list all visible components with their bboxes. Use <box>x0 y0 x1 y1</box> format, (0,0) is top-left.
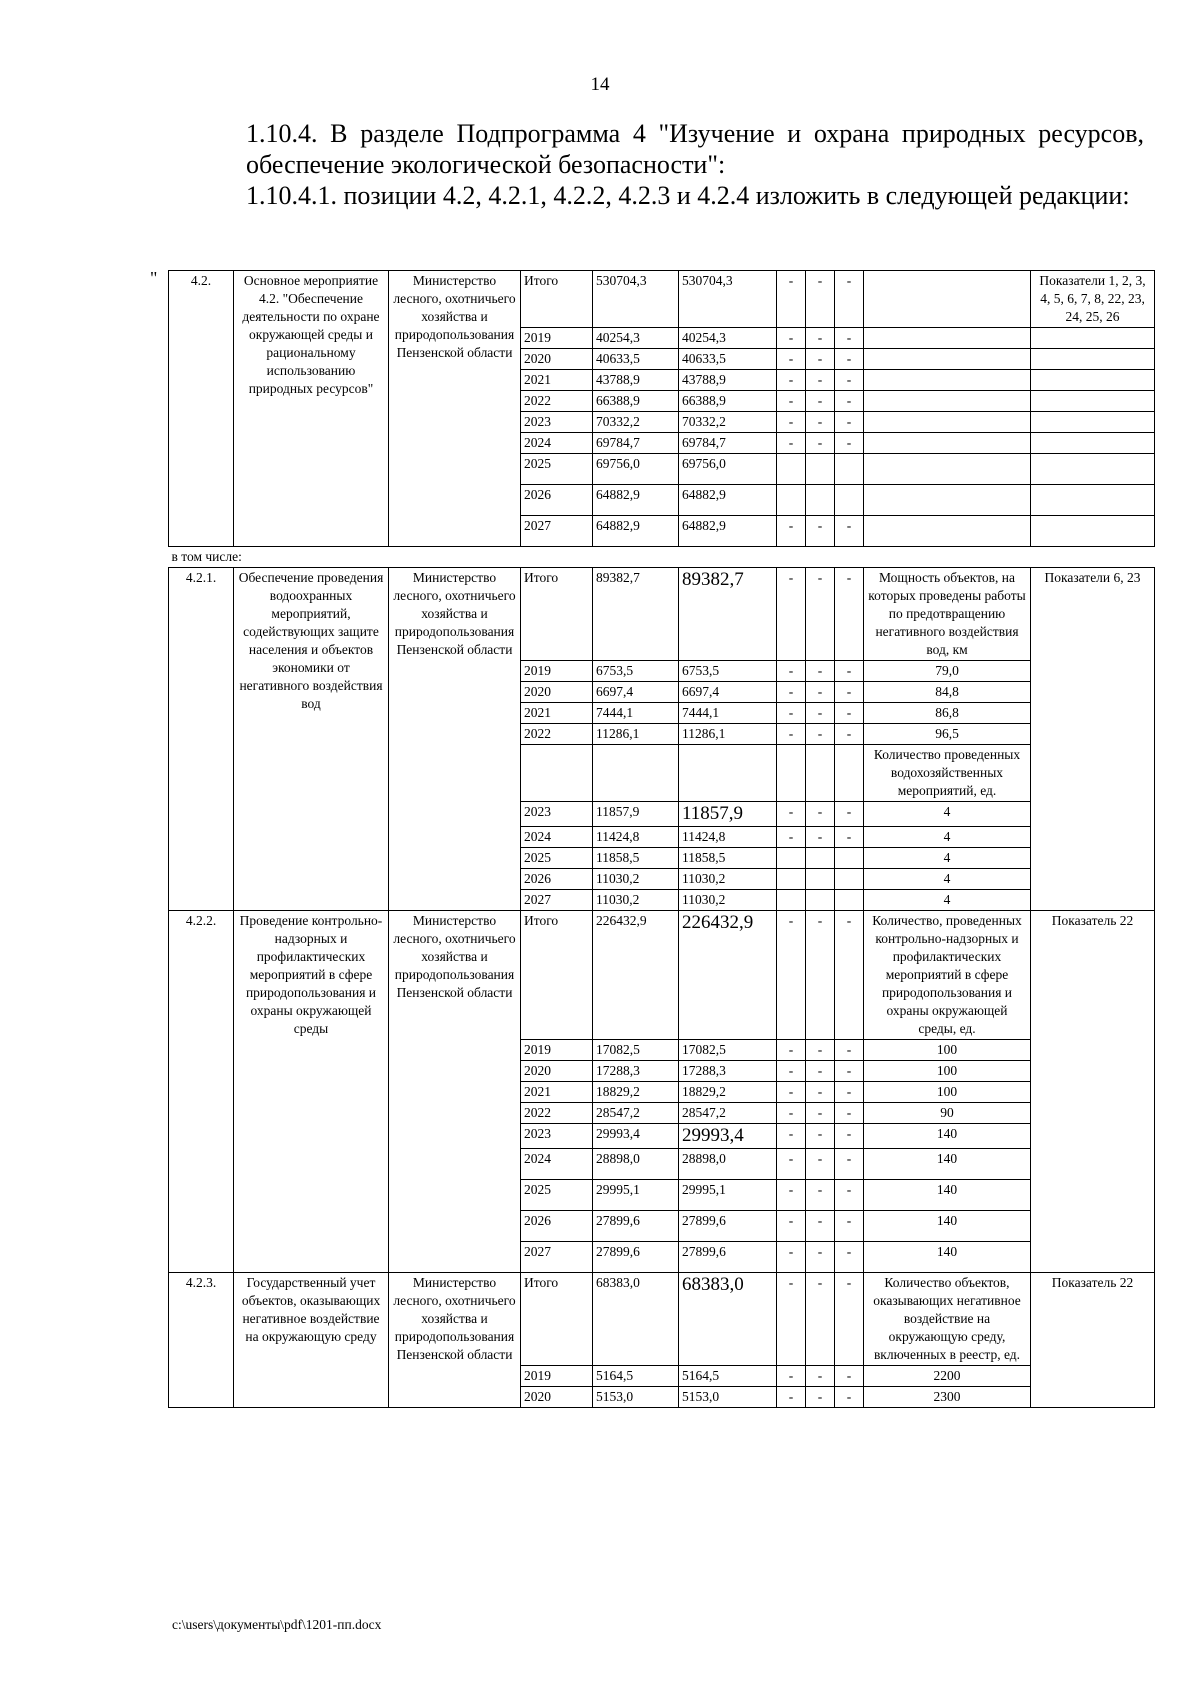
indicator-ref-cell: Показатель 22 <box>1031 911 1155 1273</box>
other-source-cell <box>777 745 806 802</box>
regional-budget-cell: 6753,5 <box>679 661 777 682</box>
total-funding-cell: 6753,5 <box>593 661 679 682</box>
other-source-cell: - <box>806 433 835 454</box>
other-source-cell <box>835 869 864 890</box>
total-funding-cell: 40633,5 <box>593 349 679 370</box>
year-cell: 2021 <box>521 703 593 724</box>
year-cell: 2024 <box>521 827 593 848</box>
other-source-cell: - <box>777 1061 806 1082</box>
regional-budget-cell: 11424,8 <box>679 827 777 848</box>
year-cell: Итого <box>521 568 593 661</box>
item-name: Государственный учет объектов, оказывающих негативное воздействие на окружающую среду <box>234 1273 389 1408</box>
other-source-cell: - <box>835 271 864 328</box>
table-row <box>169 271 1155 328</box>
year-cell: 2020 <box>521 1061 593 1082</box>
page-number: 14 <box>590 74 610 95</box>
other-source-cell <box>835 890 864 911</box>
target-indicator-cell: 140 <box>864 1149 1031 1180</box>
other-source-cell: - <box>777 1387 806 1408</box>
target-indicator-cell: 4 <box>864 869 1031 890</box>
item-number: 4.2. <box>169 271 234 547</box>
regional-budget-cell: 226432,9 <box>679 911 777 1040</box>
year-cell: Итого <box>521 911 593 1040</box>
year-cell: 2020 <box>521 1387 593 1408</box>
target-indicator-cell: 4 <box>864 802 1031 827</box>
other-source-cell: - <box>777 703 806 724</box>
other-source-cell: - <box>806 1242 835 1273</box>
other-source-cell: - <box>806 911 835 1040</box>
other-source-cell: - <box>777 349 806 370</box>
other-source-cell: - <box>806 1180 835 1211</box>
regional-budget-cell: 28547,2 <box>679 1103 777 1124</box>
indicator-ref-cell <box>1031 412 1155 433</box>
other-source-cell: - <box>777 682 806 703</box>
other-source-cell: - <box>806 1366 835 1387</box>
year-cell: 2022 <box>521 391 593 412</box>
year-cell: 2025 <box>521 1180 593 1211</box>
opening-quote-mark: " <box>150 268 158 288</box>
total-funding-cell: 27899,6 <box>593 1242 679 1273</box>
executor: Министерство лесного, охотничьего хозяйства и природопользования Пензенской области <box>389 1273 521 1408</box>
regional-budget-cell: 69784,7 <box>679 433 777 454</box>
indicator-ref-cell <box>1031 454 1155 485</box>
target-indicator-cell: Количество проведенных водохозяйственных мероприятий, ед. <box>864 745 1031 802</box>
year-cell: 2020 <box>521 682 593 703</box>
regional-budget-cell: 11286,1 <box>679 724 777 745</box>
target-indicator-cell <box>864 271 1031 328</box>
other-source-cell: - <box>835 1211 864 1242</box>
other-source-cell: - <box>835 802 864 827</box>
other-source-cell <box>777 454 806 485</box>
total-funding-cell: 530704,3 <box>593 271 679 328</box>
other-source-cell: - <box>777 827 806 848</box>
total-funding-cell: 11858,5 <box>593 848 679 869</box>
target-indicator-cell: 140 <box>864 1124 1031 1149</box>
year-cell: 2019 <box>521 661 593 682</box>
other-source-cell: - <box>777 1082 806 1103</box>
target-indicator-cell: 2300 <box>864 1387 1031 1408</box>
other-source-cell: - <box>806 724 835 745</box>
year-cell: 2024 <box>521 433 593 454</box>
total-funding-cell: 17082,5 <box>593 1040 679 1061</box>
other-source-cell: - <box>835 349 864 370</box>
subheading: в том числе: <box>169 547 1155 568</box>
total-funding-cell: 66388,9 <box>593 391 679 412</box>
file-path-footer: c:\users\документы\pdf\1201-пп.docx <box>172 1617 382 1632</box>
other-source-cell <box>835 454 864 485</box>
total-funding-cell: 11030,2 <box>593 890 679 911</box>
other-source-cell: - <box>777 724 806 745</box>
other-source-cell: - <box>806 412 835 433</box>
other-source-cell: - <box>777 802 806 827</box>
indicator-ref-cell: Показатели 6, 23 <box>1031 568 1155 911</box>
total-funding-cell: 70332,2 <box>593 412 679 433</box>
other-source-cell: - <box>835 1242 864 1273</box>
total-funding-cell: 28898,0 <box>593 1149 679 1180</box>
target-indicator-cell: 79,0 <box>864 661 1031 682</box>
other-source-cell: - <box>806 827 835 848</box>
paragraph-1 <box>172 118 1144 180</box>
target-indicator-cell: 140 <box>864 1180 1031 1211</box>
other-source-cell: - <box>806 391 835 412</box>
regional-budget-cell: 17288,3 <box>679 1061 777 1082</box>
indicator-ref-cell: Показатели 1, 2, 3, 4, 5, 6, 7, 8, 22, 23, 24, 25, 26 <box>1031 271 1155 328</box>
other-source-cell <box>777 485 806 516</box>
year-cell: 2023 <box>521 802 593 827</box>
other-source-cell: - <box>835 1273 864 1366</box>
regional-budget-cell: 7444,1 <box>679 703 777 724</box>
other-source-cell: - <box>806 1124 835 1149</box>
regional-budget-cell: 68383,0 <box>679 1273 777 1366</box>
executor: Министерство лесного, охотничьего хозяйства и природопользования Пензенской области <box>389 568 521 911</box>
other-source-cell: - <box>806 1082 835 1103</box>
other-source-cell: - <box>806 568 835 661</box>
target-indicator-cell: 140 <box>864 1242 1031 1273</box>
indicator-ref-cell <box>1031 391 1155 412</box>
year-cell: Итого <box>521 271 593 328</box>
regional-budget-cell: 11030,2 <box>679 869 777 890</box>
target-indicator-cell: Мощность объектов, на которых проведены работы по предотвращению негативного воздействия вод, км <box>864 568 1031 661</box>
target-indicator-cell <box>864 454 1031 485</box>
target-indicator-cell: 2200 <box>864 1366 1031 1387</box>
total-funding-cell: 64882,9 <box>593 485 679 516</box>
other-source-cell: - <box>835 724 864 745</box>
year-cell: 2024 <box>521 1149 593 1180</box>
other-source-cell <box>806 745 835 802</box>
target-indicator-cell: 100 <box>864 1040 1031 1061</box>
other-source-cell <box>835 848 864 869</box>
regional-budget-cell: 5153,0 <box>679 1387 777 1408</box>
target-indicator-cell: 96,5 <box>864 724 1031 745</box>
year-cell: 2025 <box>521 454 593 485</box>
regional-budget-cell: 530704,3 <box>679 271 777 328</box>
total-funding-cell: 64882,9 <box>593 516 679 547</box>
total-funding-cell: 29995,1 <box>593 1180 679 1211</box>
other-source-cell: - <box>835 1061 864 1082</box>
total-funding-cell: 40254,3 <box>593 328 679 349</box>
year-cell: 2027 <box>521 890 593 911</box>
other-source-cell: - <box>835 661 864 682</box>
regional-budget-cell: 11857,9 <box>679 802 777 827</box>
other-source-cell: - <box>806 349 835 370</box>
other-source-cell: - <box>806 802 835 827</box>
other-source-cell: - <box>806 1061 835 1082</box>
regional-budget-cell: 89382,7 <box>679 568 777 661</box>
regional-budget-cell: 27899,6 <box>679 1242 777 1273</box>
other-source-cell: - <box>806 1149 835 1180</box>
regional-budget-cell: 64882,9 <box>679 485 777 516</box>
target-indicator-cell <box>864 412 1031 433</box>
other-source-cell: - <box>806 271 835 328</box>
other-source-cell <box>835 485 864 516</box>
other-source-cell <box>806 485 835 516</box>
other-source-cell: - <box>835 370 864 391</box>
target-indicator-cell: 90 <box>864 1103 1031 1124</box>
subheading-row <box>169 547 1155 568</box>
other-source-cell: - <box>777 1040 806 1061</box>
year-cell: 2021 <box>521 1082 593 1103</box>
year-cell: 2026 <box>521 869 593 890</box>
other-source-cell: - <box>806 682 835 703</box>
other-source-cell: - <box>835 1124 864 1149</box>
other-source-cell: - <box>835 1387 864 1408</box>
other-source-cell: - <box>777 1242 806 1273</box>
indicator-ref-cell <box>1031 349 1155 370</box>
regional-budget-cell: 43788,9 <box>679 370 777 391</box>
regional-budget-cell: 18829,2 <box>679 1082 777 1103</box>
total-funding-cell: 17288,3 <box>593 1061 679 1082</box>
other-source-cell: - <box>806 1273 835 1366</box>
year-cell <box>521 745 593 802</box>
year-cell: 2023 <box>521 412 593 433</box>
regional-budget-cell: 5164,5 <box>679 1366 777 1387</box>
other-source-cell: - <box>777 1149 806 1180</box>
year-cell: 2023 <box>521 1124 593 1149</box>
year-cell: 2021 <box>521 370 593 391</box>
total-funding-cell: 6697,4 <box>593 682 679 703</box>
other-source-cell: - <box>777 568 806 661</box>
target-indicator-cell: 140 <box>864 1211 1031 1242</box>
regional-budget-cell: 28898,0 <box>679 1149 777 1180</box>
other-source-cell: - <box>777 1366 806 1387</box>
total-funding-cell: 27899,6 <box>593 1211 679 1242</box>
other-source-cell: - <box>806 328 835 349</box>
other-source-cell: - <box>835 1082 864 1103</box>
other-source-cell: - <box>835 703 864 724</box>
target-indicator-cell <box>864 349 1031 370</box>
regional-budget-cell: 70332,2 <box>679 412 777 433</box>
year-cell: 2019 <box>521 328 593 349</box>
other-source-cell: - <box>835 433 864 454</box>
target-indicator-cell: 100 <box>864 1061 1031 1082</box>
other-source-cell: - <box>806 516 835 547</box>
total-funding-cell: 11424,8 <box>593 827 679 848</box>
year-cell: 2019 <box>521 1366 593 1387</box>
total-funding-cell: 69756,0 <box>593 454 679 485</box>
indicator-ref-cell <box>1031 433 1155 454</box>
regional-budget-cell: 11030,2 <box>679 890 777 911</box>
target-indicator-cell: 4 <box>864 848 1031 869</box>
year-cell: Итого <box>521 1273 593 1366</box>
total-funding-cell: 7444,1 <box>593 703 679 724</box>
indicator-ref-cell: Показатель 22 <box>1031 1273 1155 1408</box>
other-source-cell: - <box>806 370 835 391</box>
indicator-ref-cell <box>1031 328 1155 349</box>
other-source-cell: - <box>806 1103 835 1124</box>
regional-budget-cell: 11858,5 <box>679 848 777 869</box>
total-funding-cell: 11286,1 <box>593 724 679 745</box>
target-indicator-cell: Количество объектов, оказывающих негативное воздействие на окружающую среду, включенных в реестр, ед. <box>864 1273 1031 1366</box>
other-source-cell: - <box>835 1040 864 1061</box>
other-source-cell: - <box>777 433 806 454</box>
item-name: Основное мероприятие 4.2. "Обеспечение деятельности по охране окружающей среды и рациональному использованию природных ресурсов" <box>234 271 389 547</box>
executor: Министерство лесного, охотничьего хозяйства и природопользования Пензенской области <box>389 911 521 1273</box>
other-source-cell: - <box>835 1103 864 1124</box>
target-indicator-cell <box>864 370 1031 391</box>
year-cell: 2019 <box>521 1040 593 1061</box>
regional-budget-cell: 29995,1 <box>679 1180 777 1211</box>
table-row <box>169 1273 1155 1366</box>
other-source-cell <box>806 848 835 869</box>
table-row <box>169 568 1155 661</box>
other-source-cell: - <box>806 1040 835 1061</box>
target-indicator-cell: Количество, проведенных контрольно-надзорных и профилактических мероприятий в сфере природопользования и охраны окружающей среды, ед. <box>864 911 1031 1040</box>
other-source-cell: - <box>777 1124 806 1149</box>
paragraph-2-text: 1.10.4.1. позиции 4.2, 4.2.1, 4.2.2, 4.2.3 и 4.2.4 изложить в следующей редакции: <box>246 181 1130 210</box>
total-funding-cell: 43788,9 <box>593 370 679 391</box>
regional-budget-cell: 69756,0 <box>679 454 777 485</box>
year-cell: 2027 <box>521 1242 593 1273</box>
year-cell: 2025 <box>521 848 593 869</box>
other-source-cell: - <box>777 391 806 412</box>
indicator-ref-cell <box>1031 370 1155 391</box>
other-source-cell: - <box>777 1211 806 1242</box>
indicator-ref-cell <box>1031 516 1155 547</box>
other-source-cell: - <box>806 1211 835 1242</box>
paragraph-2 <box>172 180 1144 211</box>
regional-budget-cell: 40254,3 <box>679 328 777 349</box>
item-number: 4.2.3. <box>169 1273 234 1408</box>
target-indicator-cell: 4 <box>864 827 1031 848</box>
year-cell: 2027 <box>521 516 593 547</box>
year-cell: 2026 <box>521 485 593 516</box>
other-source-cell <box>777 890 806 911</box>
target-indicator-cell: 84,8 <box>864 682 1031 703</box>
other-source-cell: - <box>835 911 864 1040</box>
total-funding-cell: 11857,9 <box>593 802 679 827</box>
table-row <box>169 911 1155 1040</box>
other-source-cell: - <box>806 661 835 682</box>
regional-budget-cell: 29993,4 <box>679 1124 777 1149</box>
other-source-cell: - <box>777 1103 806 1124</box>
regional-budget-cell: 64882,9 <box>679 516 777 547</box>
target-indicator-cell: 100 <box>864 1082 1031 1103</box>
regional-budget-cell: 17082,5 <box>679 1040 777 1061</box>
other-source-cell: - <box>835 827 864 848</box>
executor: Министерство лесного, охотничьего хозяйства и природопользования Пензенской области <box>389 271 521 547</box>
other-source-cell: - <box>835 1149 864 1180</box>
total-funding-cell: 11030,2 <box>593 869 679 890</box>
other-source-cell: - <box>835 412 864 433</box>
other-source-cell: - <box>777 661 806 682</box>
total-funding-cell: 226432,9 <box>593 911 679 1040</box>
regional-budget-cell: 6697,4 <box>679 682 777 703</box>
target-indicator-cell: 86,8 <box>864 703 1031 724</box>
year-cell: 2026 <box>521 1211 593 1242</box>
other-source-cell: - <box>806 1387 835 1408</box>
regional-budget-cell: 27899,6 <box>679 1211 777 1242</box>
other-source-cell: - <box>835 568 864 661</box>
year-cell: 2022 <box>521 1103 593 1124</box>
other-source-cell: - <box>835 1366 864 1387</box>
target-indicator-cell: 4 <box>864 890 1031 911</box>
item-name: Обеспечение проведения водоохранных мероприятий, содействующих защите населения и объектов экономики от негативного воздействия вод <box>234 568 389 911</box>
other-source-cell: - <box>835 516 864 547</box>
other-source-cell: - <box>835 1180 864 1211</box>
target-indicator-cell <box>864 328 1031 349</box>
total-funding-cell: 5164,5 <box>593 1366 679 1387</box>
regional-budget-cell: 40633,5 <box>679 349 777 370</box>
other-source-cell: - <box>777 1273 806 1366</box>
other-source-cell: - <box>777 370 806 391</box>
item-name: Проведение контрольно-надзорных и профилактических мероприятий в сфере природопользования и охраны окружающей среды <box>234 911 389 1273</box>
total-funding-cell: 29993,4 <box>593 1124 679 1149</box>
other-source-cell: - <box>806 703 835 724</box>
other-source-cell <box>777 848 806 869</box>
other-source-cell: - <box>777 516 806 547</box>
target-indicator-cell <box>864 433 1031 454</box>
other-source-cell <box>806 890 835 911</box>
target-indicator-cell <box>864 516 1031 547</box>
regional-budget-cell <box>679 745 777 802</box>
other-source-cell: - <box>777 271 806 328</box>
target-indicator-cell <box>864 485 1031 516</box>
total-funding-cell: 69784,7 <box>593 433 679 454</box>
other-source-cell <box>806 454 835 485</box>
other-source-cell <box>777 869 806 890</box>
other-source-cell: - <box>777 911 806 1040</box>
year-cell: 2020 <box>521 349 593 370</box>
year-cell: 2022 <box>521 724 593 745</box>
other-source-cell: - <box>777 328 806 349</box>
total-funding-cell: 89382,7 <box>593 568 679 661</box>
other-source-cell: - <box>835 391 864 412</box>
other-source-cell: - <box>835 328 864 349</box>
total-funding-cell <box>593 745 679 802</box>
regional-budget-cell: 66388,9 <box>679 391 777 412</box>
total-funding-cell: 5153,0 <box>593 1387 679 1408</box>
other-source-cell: - <box>777 1180 806 1211</box>
item-number: 4.2.1. <box>169 568 234 911</box>
target-indicator-cell <box>864 391 1031 412</box>
total-funding-cell: 18829,2 <box>593 1082 679 1103</box>
other-source-cell <box>835 745 864 802</box>
program-table <box>168 270 1155 1408</box>
indicator-ref-cell <box>1031 485 1155 516</box>
total-funding-cell: 28547,2 <box>593 1103 679 1124</box>
other-source-cell: - <box>835 682 864 703</box>
other-source-cell <box>806 869 835 890</box>
paragraph-1-text: 1.10.4. В разделе Подпрограмма 4 "Изучение и охрана природных ресурсов, обеспечение экологической безопасности": <box>246 119 1144 179</box>
total-funding-cell: 68383,0 <box>593 1273 679 1366</box>
item-number: 4.2.2. <box>169 911 234 1273</box>
other-source-cell: - <box>777 412 806 433</box>
